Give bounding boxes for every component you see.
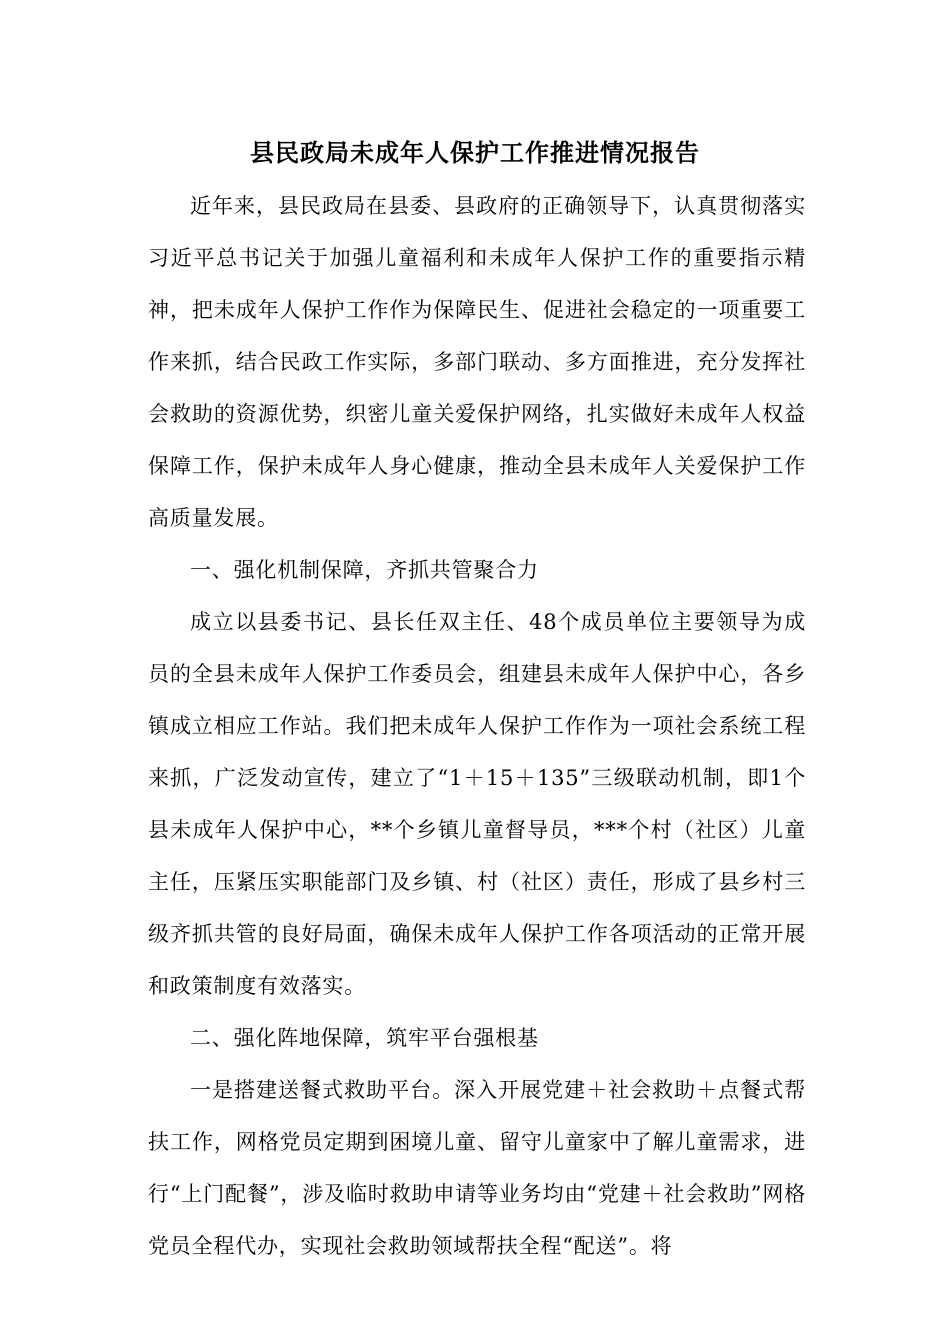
document-title: 县民政局未成年人保护工作推进情况报告: [250, 138, 700, 167]
section-heading-2: 二、强化阵地保障，筑牢平台强根基: [190, 1026, 539, 1050]
document-body: [148, 180, 806, 1272]
intro-paragraph: 近年来，县民政局在县委、县政府的正确领导下，认真贯彻落实习近平总书记关于加强儿童福利和未成年人保护工作的重要指示精神，把未成年人保护工作作为保障民生、促进社会稳定的一项重要工作来抓，结合民政工作实际，多部门联动、多方面推进，充分发挥社会救助的资源优势，织密儿童关爱保护网络，扎实做好未成年人权益保障工作，保护未成年人身心健康，推动全县未成年人关爱保护工作高质量发展。: [148, 194, 806, 530]
section-2-paragraph: 一是搭建送餐式救助平台。深入开展党建＋社会救助＋点餐式帮扶工作，网格党员定期到困境儿童、留守儿童家中了解儿童需求，进行“上门配餐”，涉及临时救助申请等业务均由“党建＋社会救助”网格党员全程代办，实现社会救助领域帮扶全程“配送”。将: [148, 1078, 806, 1258]
section-heading-1: 一、强化机制保障，齐抓共管聚合力: [190, 558, 539, 582]
section-1-paragraph: 成立以县委书记、县长任双主任、48个成员单位主要领导为成员的全县未成年人保护工作委员会，组建县未成年人保护中心，各乡镇成立相应工作站。我们把未成年人保护工作作为一项社会系统工程来抓，广泛发动宣传，建立了“1＋15＋135”三级联动机制，即1个县未成年人保护中心，**个乡镇儿童督导员，***个村（社区）儿童主任，压紧压实职能部门及乡镇、村（社区）责任，形成了县乡村三级齐抓共管的良好局面，确保未成年人保护工作各项活动的正常开展和政策制度有效落实。: [148, 610, 806, 998]
